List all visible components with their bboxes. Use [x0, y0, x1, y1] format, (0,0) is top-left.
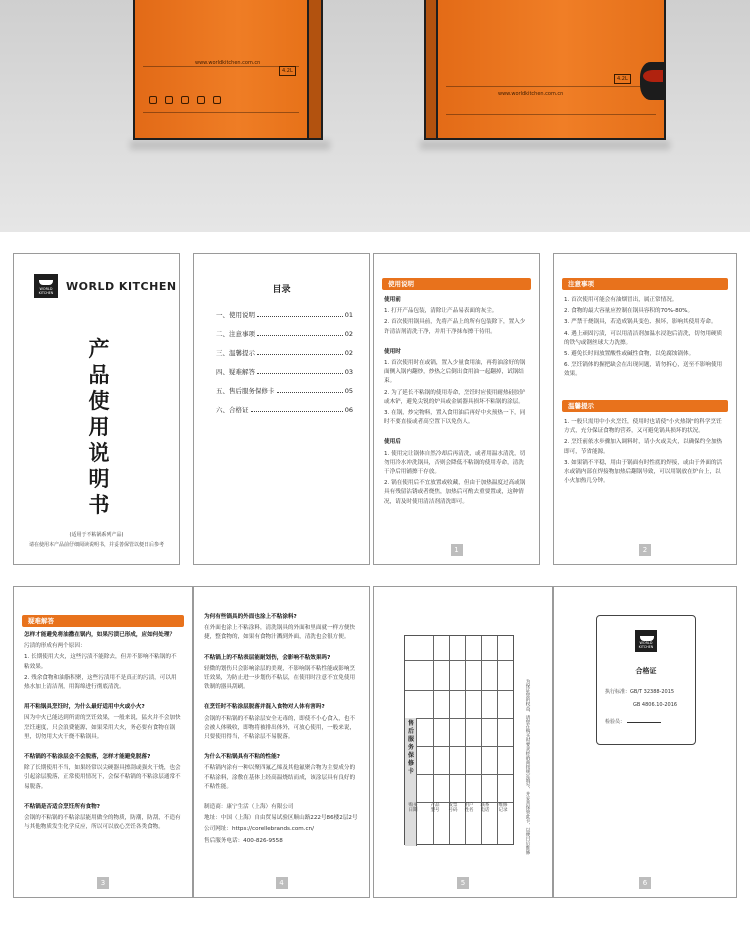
- pan-icon: [165, 96, 173, 104]
- question: 不粘锅的不粘涂层会不会脱落，怎样才能避免脱落?: [24, 754, 151, 761]
- table-column-label: 购买日期: [408, 803, 418, 813]
- toc-page-number: 05: [344, 387, 353, 395]
- box-stripe: [446, 114, 656, 115]
- paragraph: 6. 烹饪锅体的握把缺会在出现问题，请勿拆心，送至不影响使用效果。: [564, 362, 723, 378]
- question: 用不粘锅具烹饪时，为什么最好适用中火或小火?: [24, 704, 145, 711]
- paragraph: 2. 烹饪前依水步骤加入调料时，请小火或关火，以确保约全加热即可，节省能源。: [564, 439, 723, 455]
- question: 为何有些锅具的外面也涂上不粘涂料?: [204, 614, 297, 620]
- certificate-title: 合格证: [635, 667, 657, 675]
- question: 不粘锅上的不粘表层能耐划伤，会影响不粘效果吗?: [204, 654, 331, 661]
- paragraph: 3. 严禁干烧锅具，若造成锅具变色、损坏，影响其使用寿命。: [564, 319, 717, 326]
- box-stripe: [446, 86, 656, 87]
- answer: 不粘锅内涂有一种以聚四氟乙烯及其他氟聚合物为主要成分的不粘涂料，涂敷在基体上经高温烧结而成，该涂层具有良好的不粘性能。: [204, 765, 356, 790]
- faq-text: [204, 613, 359, 848]
- product-photo: [0, 0, 750, 232]
- box-stripe: [143, 66, 299, 67]
- cover-title: 产品使用说明书: [88, 337, 110, 517]
- standard-label: 执行标准：: [605, 689, 631, 695]
- toc-dots: [251, 411, 343, 412]
- subheading: 使用时: [384, 348, 401, 355]
- instructions-text: [384, 296, 529, 509]
- paragraph: 2. 食物的最大容量应控制在锅具容积的70%-80%。: [564, 308, 694, 315]
- toc-page-number: 02: [344, 349, 353, 357]
- question: 不粘锅是否适合烹饪所有食物?: [24, 803, 100, 810]
- faq-continued-page: [193, 586, 370, 898]
- box-url-left: www.worldkitchen.com.cn: [195, 60, 261, 66]
- page-number: 4: [276, 877, 288, 889]
- notes-text: [564, 296, 726, 382]
- page-number: 5: [457, 877, 469, 889]
- paragraph: 2. 为了延长不粘锅的使用寿命，烹饪时应使用耐热硅胶铲或木铲，避免尖锐的炉具或金属器具损坏不粘锅的涂层。: [384, 389, 526, 405]
- subheading: 使用后: [384, 439, 401, 446]
- section-header: 疑难解答: [22, 615, 184, 627]
- table-column-label: 产品型号: [430, 803, 440, 813]
- paragraph: 4. 遇上顽固污渍，可以用清洁剂加温水浸泡后清洗，切勿用硬质的铁勺或钢丝球大力洗擦。: [564, 330, 723, 346]
- certificate-card: [596, 615, 696, 745]
- section-header: 使用说明: [382, 278, 531, 290]
- package-box-right: [436, 0, 666, 140]
- subheading: 使用前: [384, 297, 401, 303]
- toc-item[interactable]: [216, 310, 353, 319]
- logo-text: WORLD KITCHEN: [38, 287, 54, 296]
- package-box-left-side: [309, 0, 323, 140]
- question: 在烹饪时不粘涂层脱落并混入食物对人体有害吗?: [204, 704, 325, 711]
- toc-label: 五、售后服务保修卡: [216, 387, 275, 395]
- toc-page-number: 01: [344, 311, 353, 319]
- toc-dots: [257, 373, 343, 374]
- inspector-label: 检验员：: [605, 719, 626, 725]
- brand-logo: [34, 274, 58, 298]
- stove-icon: [197, 96, 205, 104]
- cover-note-read: 请在使用本产品前仔细阅读说明书，并妥善保管以便日后参考: [28, 542, 164, 548]
- paragraph: 1. 打开产品包装，清除让产品易表面的灰尘。: [384, 308, 498, 315]
- toc-label: 一、使用说明: [216, 311, 255, 319]
- box-capacity-badge-right: 4.2L: [614, 74, 631, 84]
- toc-item[interactable]: [216, 329, 353, 338]
- paragraph: 1. 首次使用可能会有油烟冒出，属正常情况。: [564, 297, 678, 303]
- paragraph: 3. 在锅，炒完物料，置入食用油后再好中火预热一下，同时不要直接或者高空置下以免伤人。: [384, 410, 526, 426]
- instructions-page: [373, 253, 540, 565]
- answer: 轻微的划伤只会影响涂层的美观，不影响锅不粘性能或影响烹饪效果，为防止进一步划伤不粘层，在使用时注意不宜免使用铁制的器具刮刷。: [204, 665, 356, 691]
- toc-dots: [257, 316, 343, 317]
- package-box-left: [133, 0, 309, 140]
- toc-page: [193, 253, 370, 565]
- paragraph: 2. 首次使用锅具前，先将产品上的所有包装除下，置入少许清洁剂清洗干净，并用干净抹布擦干待用。: [384, 319, 526, 335]
- answer: 1. 长期使用大火，这些污渍不能除去，但并不影响不粘锅的不粘效果。: [24, 654, 177, 670]
- faq-text: [24, 631, 182, 834]
- page-number: 1: [451, 544, 463, 556]
- answer: 会锅的不粘锅的不粘涂层安全无毒的，即使不小心食入，也不会被人体吸收，即物将被排出体外，可放心使用，一般来说，只要使用得当，不粘涂层不易脱落。: [204, 715, 356, 741]
- pan-icon: [39, 280, 53, 285]
- toc-label: 三、温馨提示: [216, 349, 255, 357]
- table-column-label: 联系电话: [480, 803, 490, 813]
- box-stripe: [143, 112, 299, 113]
- inspector-line: [605, 718, 689, 725]
- standard-value: GB/T 32388-2015: [630, 689, 675, 695]
- induction-icon: [213, 96, 221, 104]
- paragraph: 1. 首次使用时在或锅，置入少量食用油，再将油涂好的锅面侧入锅内翻炒，炒热之后倒出食用油一起翻掉，试锅结束。: [384, 360, 526, 385]
- brand-logo: [635, 630, 657, 652]
- standard-line-1: [605, 688, 689, 695]
- toc-page-number: 02: [344, 330, 353, 338]
- paragraph: 2. 锅在使用后不宜放置或收藏，但由于加热温度过高或锅具有残留沾锈或者烧焦，加热后可酌去重要置或，这种情况，请及时使用清洁剂清洗即可。: [384, 480, 526, 505]
- cover-page: [13, 253, 180, 565]
- warranty-side-note: 为保证您的权益，请您在购买时要求经销商按规定填写，并妥善保管此卡，以便日后维修: [525, 679, 530, 855]
- section-header: 注意事项: [562, 278, 728, 290]
- toc-item[interactable]: [216, 367, 353, 376]
- table-column-label: 维修记录: [498, 803, 508, 813]
- warranty-table: [404, 635, 514, 845]
- answer: 2. 残余食物和油脂积聚，这些污渍用不是真正的污渍，可以用热水加上清洁剂，用海绵进行彻底清洗。: [24, 674, 177, 691]
- toc-page-number: 03: [344, 368, 353, 376]
- warranty-card-page: [373, 586, 553, 898]
- toc-dots: [257, 354, 343, 355]
- toc-item[interactable]: [216, 386, 353, 395]
- pan-icon: [640, 636, 654, 641]
- certificate-page: [553, 586, 737, 898]
- tips-text: [564, 418, 726, 488]
- box-url-right: www.worldkitchen.com.cn: [498, 91, 564, 97]
- brand-name: WORLD KITCHEN: [66, 280, 177, 293]
- page-number: 3: [97, 877, 109, 889]
- faq-page: [13, 586, 193, 898]
- logo-text: WORLD KITCHEN: [638, 641, 654, 650]
- page-number: 6: [639, 877, 651, 889]
- pot-lid-image: [643, 70, 663, 82]
- paragraph: 1. 使用完让锅体自然冷却后再清洗，或者用温水清洗，切勿用冷水冲洗锅具，否则会降低不粘锅的使用寿命，清洗干净后用铺擦干存放。: [384, 450, 526, 476]
- box-shadow-right: [420, 140, 670, 150]
- standard-line-2: GB 4806.10-2016: [633, 702, 678, 708]
- toc-label: 六、合格证: [216, 406, 249, 414]
- toc-label: 二、注意事项: [216, 330, 255, 338]
- question: 怎样才能避免将油撒在锅内，如果污渍已形成，应如何处理？: [24, 632, 176, 638]
- table-column-label: 发票号码: [448, 803, 458, 813]
- page-number: 2: [639, 544, 651, 556]
- box-capacity-badge-left: 4.2L: [279, 66, 296, 76]
- question: 为什么不粘锅具有不粘的性能?: [204, 754, 280, 761]
- toc-item[interactable]: [216, 405, 353, 414]
- answer: 除了长期使用不当，如果经常以尖硬器具擦刮或强火干烧，也会引起涂层脱落，正常使用情况下，会保不粘锅的不粘涂层通常不易脱落。: [24, 765, 181, 790]
- answer: 会锅的不粘锅的不粘涂层能用做全的物质，防潮，防刮，不造有与其他物质发生化学反应，所以可以放心烹饪各类食物。: [24, 815, 181, 831]
- table-column-label: 用户姓名: [464, 803, 474, 813]
- box-shadow-left: [130, 140, 330, 150]
- section-header: 温馨提示: [562, 400, 728, 412]
- pot-icon: [149, 96, 157, 104]
- service-hotline: 售后服务电话：400-826-9558: [204, 837, 283, 844]
- toc-page-number: 06: [344, 406, 353, 414]
- toc-dots: [277, 392, 343, 393]
- toc-title: 目录: [272, 285, 291, 295]
- manufacturer: 制造商：康宁生活（上海）有限公司: [204, 804, 294, 811]
- toc-item[interactable]: [216, 348, 353, 357]
- paragraph: 5. 避免长时间放置酸性或碱性食物，以免腐蚀锅体。: [564, 351, 695, 358]
- inspector-blank: [627, 722, 661, 723]
- company-website[interactable]: 公司网址：https://corellebrands.com.cn/: [204, 826, 314, 833]
- toc-dots: [257, 335, 343, 336]
- paragraph: 3. 如果锅不平稳，用由于锅面有时性底的焊接，或由于外面的活水或锅内部在焊接物加热后翻锅导致，可以用锅放在炉台上，以小火加热几分钟。: [564, 459, 723, 485]
- manufacturer-address: 地址：中国（上海）自由贸易试验区顺山路222号86楼2层2号: [204, 815, 358, 822]
- lid-icon: [181, 96, 189, 104]
- toc-label: 四、疑难解答: [216, 368, 255, 376]
- paragraph: 1. 一般只需用中小火烹饪，使用时也请使"小火热锅"的科学烹饪方式，充分保证食物的营养，又可避免锅具损坏的状况。: [564, 419, 722, 435]
- answer: 因为中火已能达到所需的烹饪效果，一般来说，猛火并不会加快烹饪速度，只会浪费能源，如果采用大火，务必要有食物在锅里，切勿用大火干烧不粘锅具。: [24, 715, 181, 740]
- cover-note-scope: (适用于不粘锅系列产品): [69, 532, 124, 538]
- answer: 污渍的形成有两个原因：: [24, 643, 86, 650]
- answer: 在外面也涂上不粘涂料，清洗锅具的外面和里面就一样方便快捷，整食物的，如果有食物汁溅到外面，清洗也会很方便。: [204, 625, 356, 641]
- notes-page: [553, 253, 737, 565]
- warranty-title: 售后服务保修卡: [407, 720, 414, 775]
